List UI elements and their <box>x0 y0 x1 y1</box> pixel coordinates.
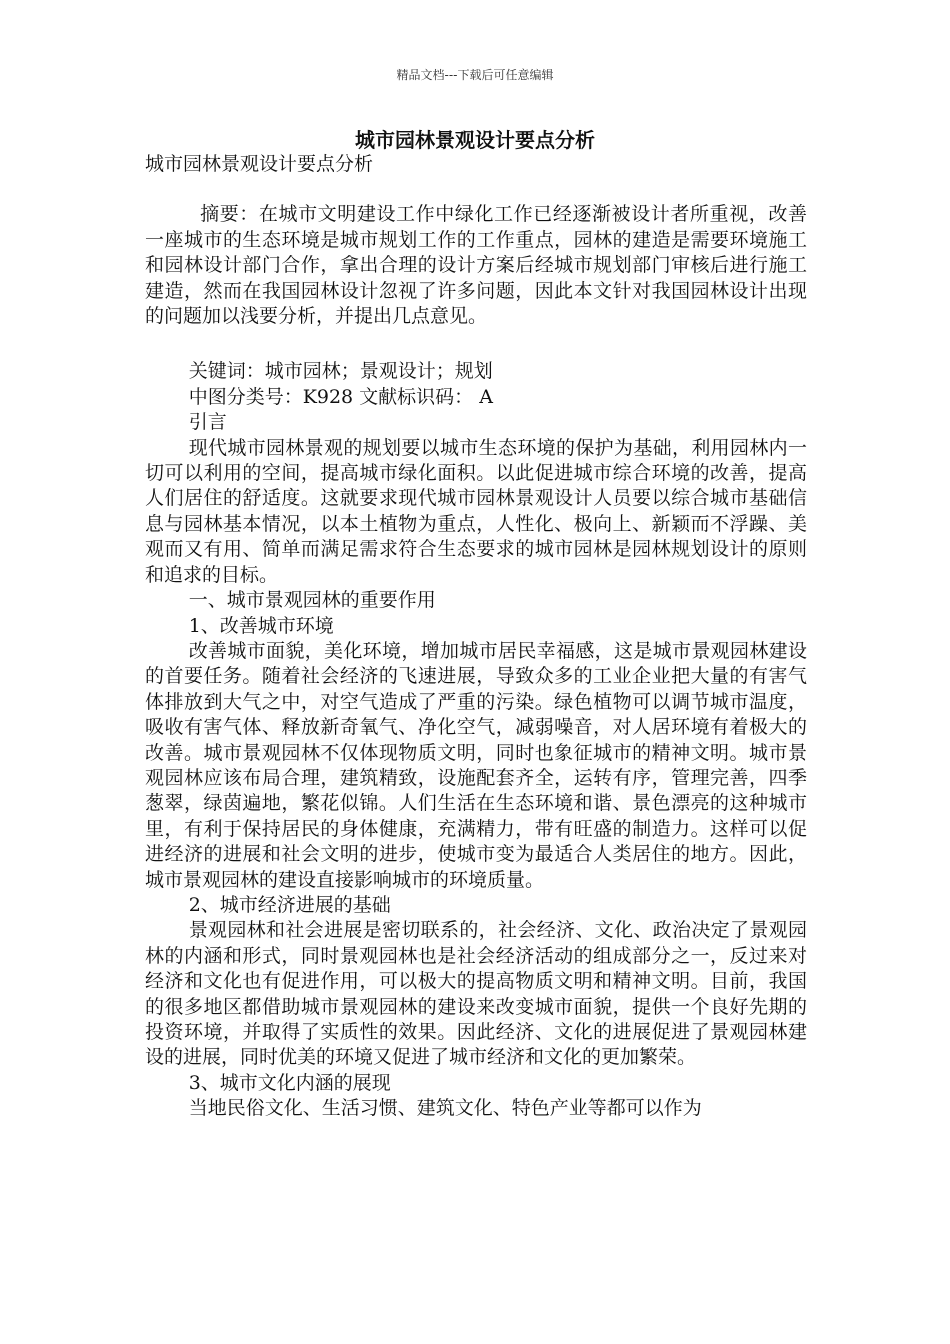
subsection-2-paragraph: 景观园林和社会进展是密切联系的，社会经济、文化、政治决定了景观园林的内涵和形式，同时景观园林也是社会经济活动的组成部分之一，反过来对经济和文化也有促进作用，可以极大的提高物质文明和精神文明。目前，我国的很多地区都借助城市景观园林的建设来改变城市面貌，提供一个良好先期的投资环境，并取得了实质性的效果。因此经济、文化的进展促进了景观园林建设的进展，同时优美的环境又促进了城市经济和文化的更加繁荣。 <box>145 919 807 1069</box>
spacer <box>145 329 807 359</box>
abstract-paragraph: 摘要：在城市文明建设工作中绿化工作已经逐渐被设计者所重视，改善一座城市的生态环境是城市规划工作的工作重点，园林的建造是需要环境施工和园林设计部门合作，拿出合理的设计方案后经城市规划部门审核后进行施工建造，然而在我国园林设计忽视了许多问题，因此本文针对我国园林设计出现的问题加以浅要分析，并提出几点意见。 <box>145 203 807 328</box>
document-subtitle: 城市园林景观设计要点分析 <box>145 153 374 175</box>
subsection-1-paragraph: 改善城市面貌，美化环境，增加城市居民幸福感，这是城市景观园林建设的首要任务。随着社会经济的飞速进展，导致众多的工业企业把大量的有害气体排放到大气之中，对空气造成了严重的污染。绿色植物可以调节城市温度，吸收有害气体、释放新奇氧气、净化空气，减弱噪音，对人居环境有着极大的改善。城市景观园林不仅体现物质文明，同时也象征城市的精神文明。城市景观园林应该布局合理，建筑精致，设施配套齐全，运转有序，管理完善，四季葱翠，绿茵遍地，繁花似锦。人们生活在生态环境和谐、景色漂亮的这种城市里，有利于保持居民的身体健康，充满精力，带有旺盛的制造力。这样可以促进经济的进展和社会文明的进步，使城市变为最适合人类居住的地方。因此，城市景观园林的建设直接影响城市的环境质量。 <box>145 639 807 891</box>
subsection-2-heading: 2、城市经济进展的基础 <box>188 893 391 916</box>
classification-line: 中图分类号：K928 文献标识码： A <box>188 385 493 408</box>
document-body <box>145 152 807 1122</box>
spacer <box>145 177 807 202</box>
subsection-3-paragraph: 当地民俗文化、生活习惯、建筑文化、特色产业等都可以作为 <box>188 1097 702 1120</box>
section-1-heading: 一、城市景观园林的重要作用 <box>188 589 436 612</box>
document-title: 城市园林景观设计要点分析 <box>355 128 595 152</box>
subsection-3-heading: 3、城市文化内涵的展现 <box>188 1071 391 1094</box>
keywords-line: 关键词：城市园林；景观设计；规划 <box>188 360 493 383</box>
page-header: 精品文档---下载后可任意编辑 <box>396 68 554 82</box>
subsection-1-heading: 1、改善城市环境 <box>188 614 334 637</box>
intro-paragraph: 现代城市园林景观的规划要以城市生态环境的保护为基础，利用园林内一切可以利用的空间，提高城市绿化面积。以此促进城市综合环境的改善，提高人们居住的舒适度。这就要求现代城市园林景观设计人员要以综合城市基础信息与园林基本情况，以本土植物为重点，人性化、极向上、新颖而不浮躁、美观而又有用、简单而满足需求符合生态要求的城市园林是园林规划设计的原则和追求的目标。 <box>145 436 807 586</box>
intro-heading: 引言 <box>188 411 227 434</box>
